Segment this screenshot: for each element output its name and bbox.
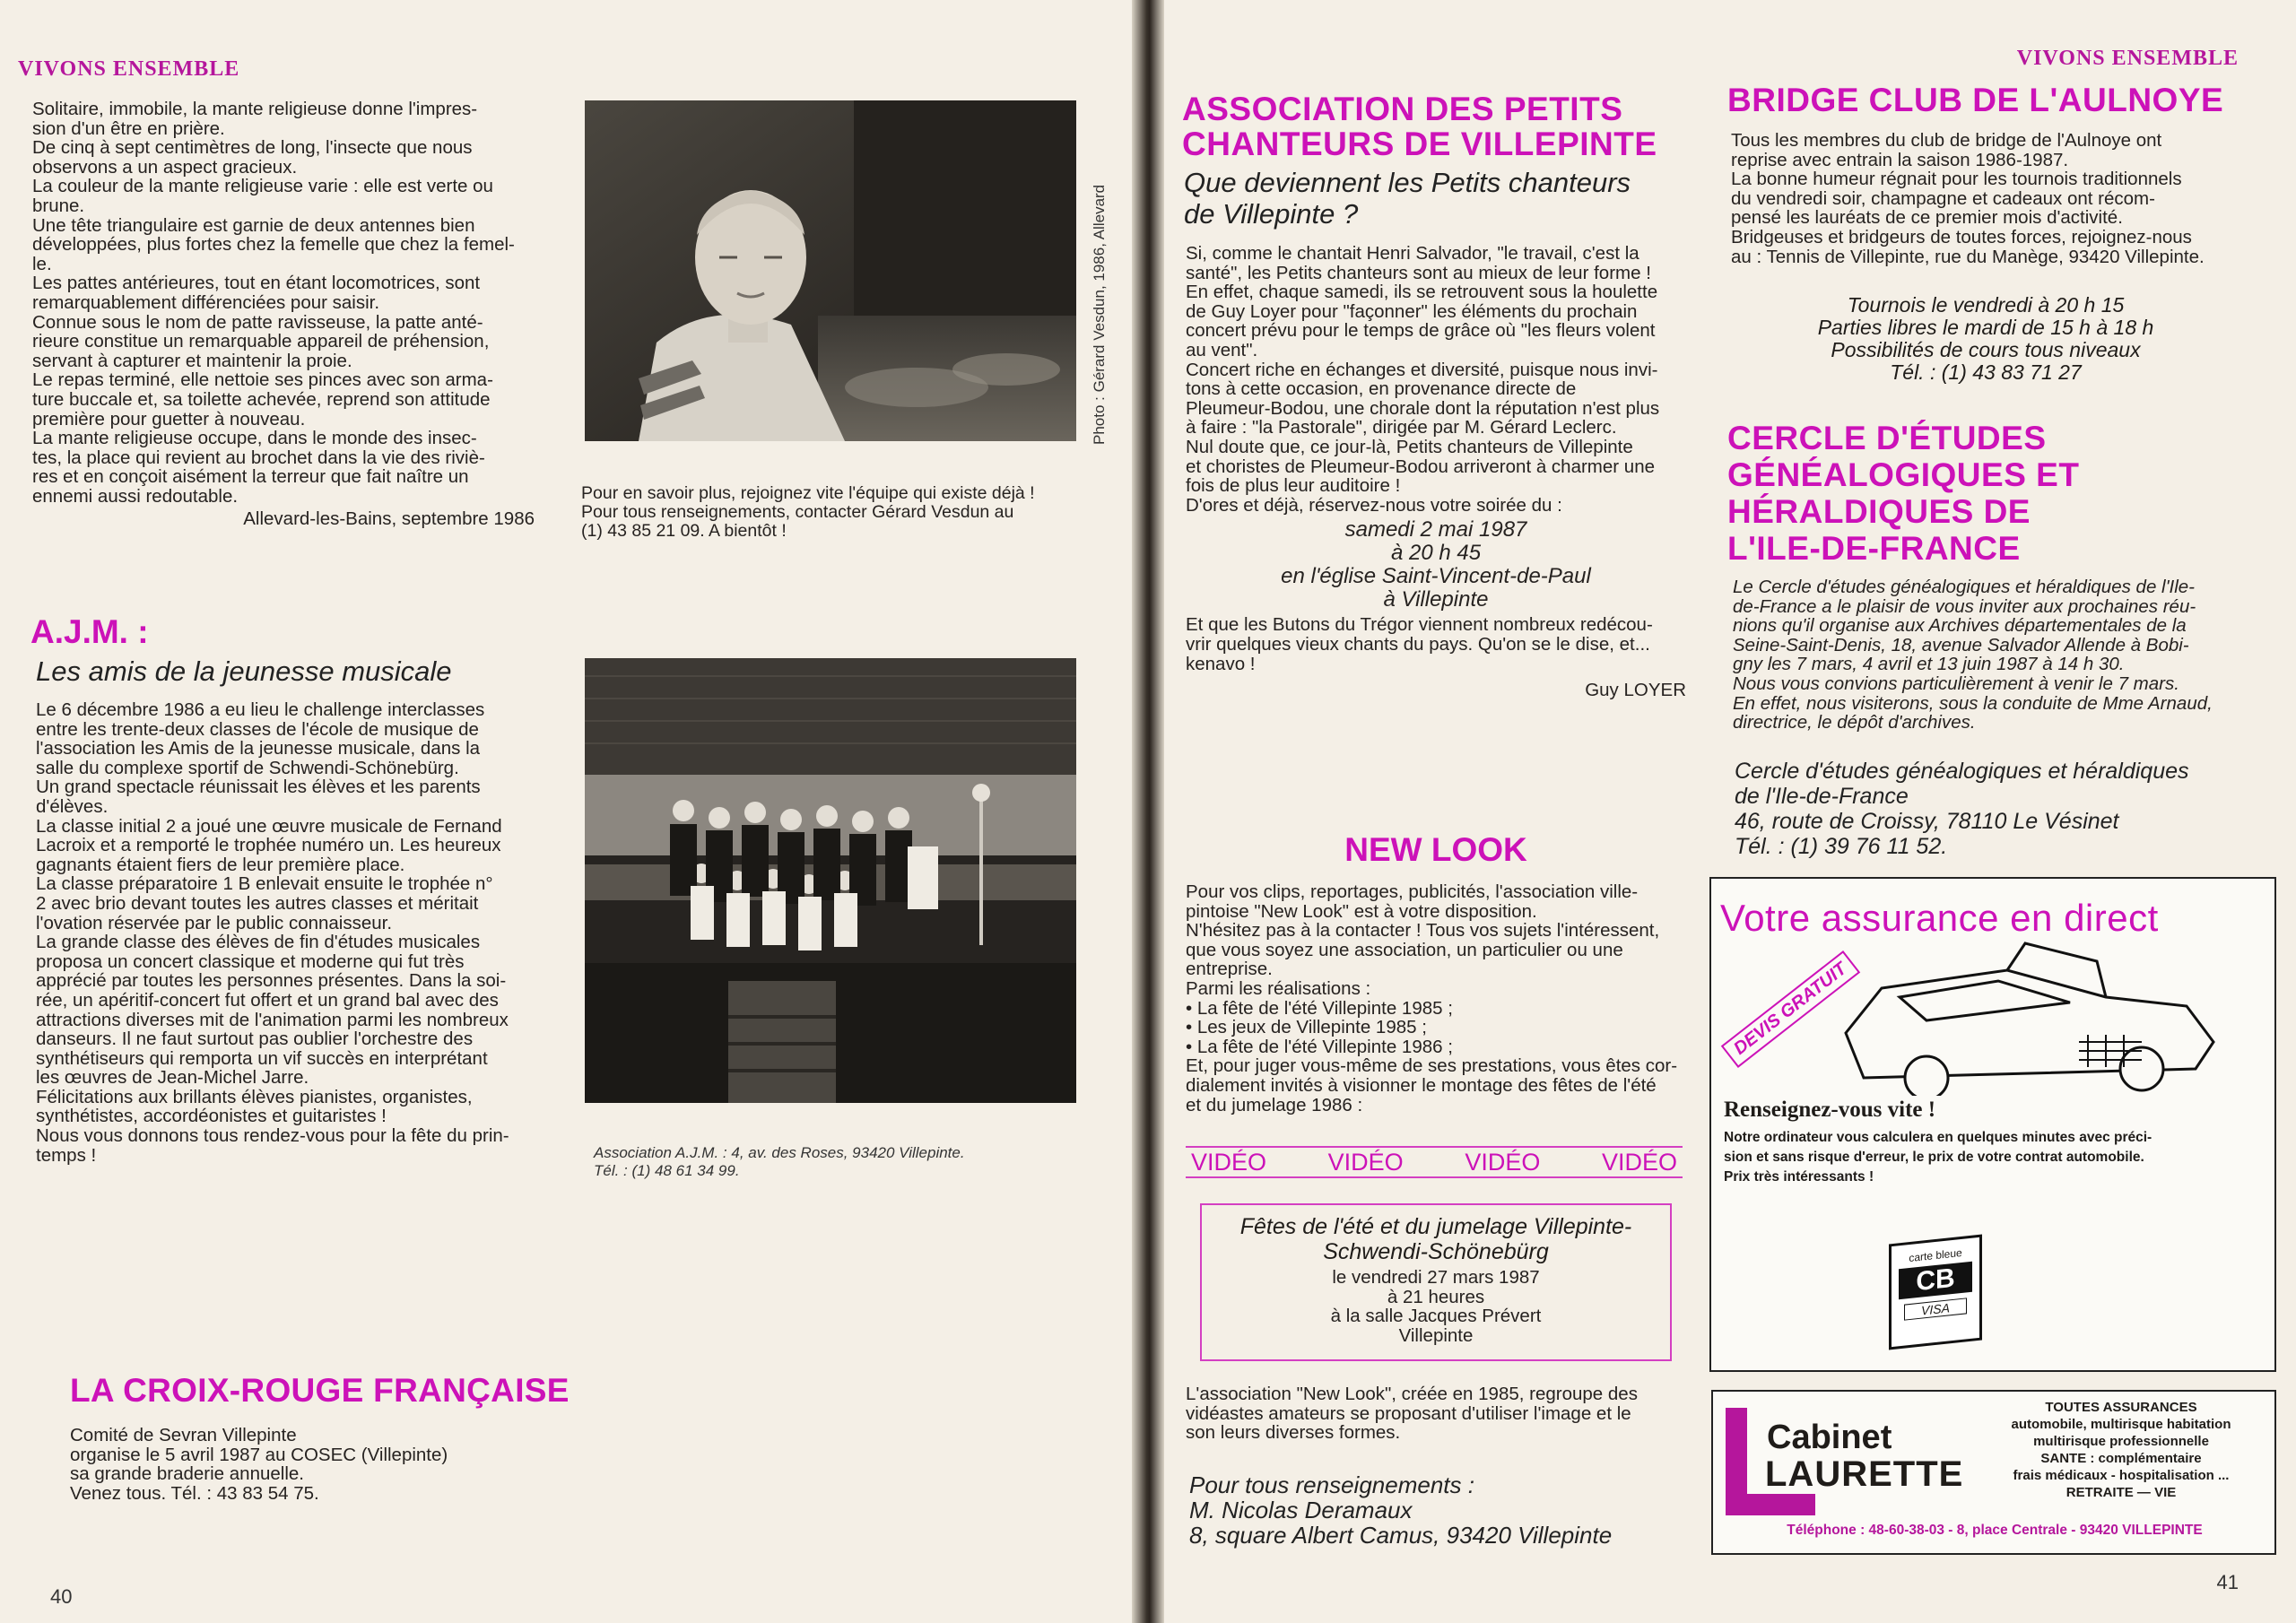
- cercle-title: [1727, 420, 2079, 567]
- text-line: et choristes de Pleumeur-Bodou arriveront à charmer une: [1186, 456, 1656, 477]
- title-line: HÉRALDIQUES DE: [1727, 493, 2031, 530]
- cercle-article: [1733, 577, 2248, 733]
- text-line: Le repas terminé, elle nettoie ses pinces avec son arma-: [32, 369, 493, 391]
- ad-headline: Votre assurance en direct: [1720, 897, 2159, 939]
- text-line: En effet, nous visiterons, sous la conduite de Mme Arnaud,: [1733, 692, 2213, 714]
- mante-article: [32, 100, 535, 529]
- text-line: directrice, le dépôt d'archives.: [1733, 712, 1976, 733]
- bridge-title: BRIDGE CLUB DE L'AULNOYE: [1727, 82, 2224, 118]
- ajm-title: A.J.M. :: [30, 613, 149, 650]
- services-list: [1973, 1399, 2269, 1501]
- ad-body: [1724, 1128, 2152, 1187]
- chanteurs-title: ASSOCIATION DES PETITS CHANTEURS DE VILLEPINTE: [1182, 91, 1657, 162]
- text-line: entre les trente-deux classes de l'école de musique de: [36, 718, 479, 740]
- text-line: Nous vous donnons tous rendez-vous pour la fête du prin-: [36, 1125, 509, 1147]
- text-line: que vous soyez une association, un particulier ou une: [1186, 939, 1623, 960]
- text-line: La grande classe des élèves de fin d'études musicales: [36, 932, 481, 953]
- text-line: à Villepinte: [1383, 587, 1489, 612]
- photo-concert: [585, 658, 1076, 1103]
- ajm-subtitle: Les amis de la jeunesse musicale: [36, 655, 452, 687]
- text-line: Parties libres le mardi de 15 h à 18 h: [1817, 316, 2154, 339]
- text-line: • La fête de l'été Villepinte 1986 ;: [1186, 1036, 1453, 1057]
- chanteurs-signature: Guy LOYER: [1585, 680, 1686, 701]
- text-line: Association A.J.M. : 4, av. des Roses, 93420 Villepinte.: [594, 1144, 965, 1161]
- text-line: Cercle d'études généalogiques et héraldiques: [1735, 759, 2189, 784]
- text-line: son leurs diverses formes.: [1186, 1422, 1401, 1444]
- text-line: Si, comme le chantait Henri Salvador, "le travail, c'est la: [1186, 243, 1639, 264]
- text-line: SANTE : complémentaire: [2040, 1451, 2202, 1466]
- text-line: Villepinte: [1398, 1324, 1474, 1346]
- text-line: santé", les Petits chanteurs sont au mieux de leur forme !: [1186, 262, 1651, 283]
- text-line: entreprise.: [1186, 959, 1273, 980]
- text-line: Le Cercle d'études généalogiques et héraldiques de l'Ile-: [1733, 577, 2195, 597]
- text-line: du vendredi soir, champagne et cadeaux ont récom-: [1731, 187, 2155, 209]
- text-line: samedi 2 mai 1987: [1344, 517, 1527, 542]
- cercle-contact: [1735, 759, 2189, 859]
- text-line: Les pattes antérieures, tout en étant locomotrices, sont: [32, 273, 481, 294]
- text-line: et du jumelage 1986 :: [1186, 1094, 1363, 1115]
- text-line: reprise avec entrain la saison 1986-1987.: [1731, 149, 2069, 170]
- text-line: La bonne humeur régnait pour les tournois traditionnels: [1731, 169, 2182, 190]
- text-line: Nous vous convions particulièrement à venir le 7 mars.: [1733, 673, 2179, 694]
- text-line: Une tête triangulaire est garnie de deux antennes bien: [32, 214, 475, 236]
- text-line: en l'église Saint-Vincent-de-Paul: [1281, 564, 1591, 589]
- text-line: ennemi aussi redoutable.: [32, 485, 239, 507]
- text-line: Pleumeur-Bodou, une chorale dont la réputation n'est plus: [1186, 397, 1660, 419]
- text-line: Venez tous. Tél. : 43 83 54 75.: [70, 1482, 319, 1504]
- text-line: Lacroix et a remporté le trophée numéro un. Les heureux: [36, 835, 501, 856]
- photo-credit: Photo : Gérard Vesdun, 1986, Allevard: [1091, 184, 1108, 445]
- text-line: RETRAITE — VIE: [2066, 1485, 2177, 1500]
- text-line: frais médicaux - hospitalisation ...: [2013, 1468, 2230, 1483]
- text-line: observons a un aspect gracieux.: [32, 156, 298, 178]
- text-line: première pour guetter à nouveau.: [32, 408, 306, 430]
- text-line: sion et sans risque d'erreur, le prix de votre contrat automobile.: [1724, 1150, 2144, 1165]
- text-line: Parmi les réalisations :: [1186, 977, 1371, 999]
- text-line: Félicitations aux brillants élèves pianistes, organistes,: [36, 1086, 473, 1107]
- text-line: Un grand spectacle réunissait les élèves et les parents: [36, 777, 481, 798]
- title-line: CERCLE D'ÉTUDES: [1727, 420, 2047, 456]
- text-line: à 21 heures: [1387, 1286, 1485, 1307]
- text-line: L'association "New Look", créée en 1985, regroupe des: [1186, 1384, 1638, 1404]
- text-line: N'hésitez pas à la contacter ! Tous vos sujets l'intéressent,: [1186, 920, 1660, 942]
- text-line: Pour tous renseignements, contacter Gérard Vesdun au: [581, 502, 1014, 522]
- text-line: Et que les Butons du Trégor viennent nombreux redécou-: [1186, 614, 1653, 636]
- text-line: d'élèves.: [36, 795, 109, 817]
- text-line: Tous les membres du club de bridge de l'Aulnoye ont: [1731, 130, 2162, 151]
- croix-rouge-article: [70, 1426, 572, 1503]
- text-line: Possibilités de cours tous niveaux: [1831, 338, 2141, 361]
- text-line: Tél. : (1) 43 83 71 27: [1890, 360, 2082, 384]
- text-line: dialement invités à visionner le montage des fêtes de l'été: [1186, 1074, 1657, 1096]
- text-line: kenavo !: [1186, 653, 1256, 674]
- text-line: D'ores et déjà, réservez-nous votre soirée du :: [1186, 494, 1562, 516]
- text-line: sion d'un être en prière.: [32, 117, 225, 139]
- text-line: Bridgeuses et bridgeurs de toutes forces, rejoignez-nous: [1731, 226, 2192, 247]
- text-line: Comité de Sevran Villepinte: [70, 1425, 297, 1445]
- text-line: synthétistes, accordéonistes et guitaristes !: [36, 1106, 387, 1127]
- text-line: attractions diverses mit de l'animation parmi les nombreux: [36, 1009, 509, 1030]
- title-line: L'ILE-DE-FRANCE: [1727, 530, 2021, 567]
- title-line: GÉNÉALOGIQUES ET: [1727, 456, 2080, 493]
- text-line: temps !: [36, 1144, 97, 1166]
- text-line: De cinq à sept centimètres de long, l'insecte que nous: [32, 137, 473, 159]
- text-line: rée, un apéritif-concert fut offert et un grand bal avec des: [36, 989, 499, 1011]
- text-line: Prix très intéressants !: [1724, 1169, 1874, 1185]
- text-line: servant à capturer et maintenir la proie.: [32, 350, 352, 371]
- text-line: ture buccale et, sa toilette achevée, reprend son attitude: [32, 388, 491, 410]
- text-line: Concert riche en échanges et diversité, puisque nous invi-: [1186, 359, 1658, 380]
- text-line: pintoise "New Look" est à votre disposition.: [1186, 900, 1537, 922]
- insurance-ad: [1709, 877, 2276, 1372]
- text-line: gagnants étaient fiers de leur première place.: [36, 854, 405, 875]
- text-line: M. Nicolas Deramaux: [1189, 1497, 1413, 1523]
- text-line: de l'Ile-de-France: [1735, 784, 1909, 809]
- ajm-article: [36, 700, 538, 1165]
- section-header: VIVONS ENSEMBLE: [18, 57, 240, 81]
- bridge-article: [1731, 131, 2240, 266]
- text-line: res et en conçoit aisément la terreur que fait naître un: [32, 466, 469, 488]
- text-line: nions qu'il organise aux Archives départementales de la: [1733, 615, 2187, 637]
- text-line: 2 avec brio devant toutes les autres classes et méritait: [36, 892, 479, 914]
- mante-signature: Allevard-les-Bains, septembre 1986: [243, 508, 535, 530]
- text-line: rieure constitue un remarquable appareil de préhension,: [32, 331, 490, 352]
- text-line: le vendredi 27 mars 1987: [1332, 1267, 1540, 1288]
- text-line: Tournois le vendredi à 20 h 15: [1847, 293, 2125, 317]
- text-line: La couleur de la mante religieuse varie : elle est verte ou: [32, 176, 493, 197]
- fete-event-box: [1200, 1203, 1672, 1361]
- page-number-left: 40: [50, 1585, 73, 1608]
- fete-title: Fêtes de l'été et du jumelage Villepinte- Schwendi-Schönebürg: [1239, 1214, 1632, 1264]
- cabinet-phone: Téléphone : 48-60-38-03 - 8, place Centrale - 93420 VILLEPINTE: [1787, 1523, 2203, 1538]
- text-line: 8, square Albert Camus, 93420 Villepinte: [1189, 1522, 1613, 1549]
- newlook-end: [1186, 1384, 1686, 1443]
- text-line: tes, la place qui revient au brochet dans la vie des riviè-: [32, 447, 485, 468]
- text-line: 46, route de Croissy, 78110 Le Vésinet: [1735, 809, 2119, 834]
- photo-portrait: [585, 100, 1076, 441]
- text-line: Nul doute que, ce jour-là, Petits chanteurs de Villepinte: [1186, 436, 1633, 457]
- text-line: développées, plus fortes chez la femelle que chez la femel-: [32, 234, 515, 256]
- text-line: remarquablement différenciées pour saisir.: [32, 291, 380, 313]
- text-line: apprécié par toutes les personnes présentes. Dans la soi-: [36, 970, 507, 992]
- text-line: vidéastes amateurs se proposant d'utiliser l'image et le: [1186, 1402, 1631, 1424]
- cabinet-label: Cabinet: [1767, 1419, 1892, 1456]
- text-line: Tél. : (1) 48 61 34 99.: [594, 1162, 740, 1179]
- laurette-label: LAURETTE: [1765, 1454, 1964, 1494]
- text-line: tons à cette occasion, en provenance directe de: [1186, 378, 1577, 400]
- text-line: TOUTES ASSURANCES: [2045, 1400, 2197, 1415]
- video-banner: VIDÉO VIDÉO VIDÉO VIDÉO: [1186, 1146, 1683, 1178]
- photo-concert-caption: [594, 1144, 965, 1180]
- text-line: brune.: [32, 195, 85, 216]
- left-page: [0, 0, 1132, 1623]
- text-line: Pour vos clips, reportages, publicités, l'association ville-: [1186, 881, 1639, 902]
- text-line: Solitaire, immobile, la mante religieuse donne l'impres-: [32, 99, 478, 119]
- text-line: synthétiseurs qui remporta un vif succès en interprétant: [36, 1047, 488, 1069]
- text-line: pensé les lauréats de ce premier mois d'activité.: [1731, 207, 2123, 229]
- text-line: La mante religieuse occupe, dans le monde des insec-: [32, 428, 477, 449]
- text-line: organise le 5 avril 1987 au COSEC (Villepinte): [70, 1444, 448, 1465]
- text-line: les œuvres de Jean-Michel Jarre.: [36, 1067, 309, 1089]
- text-line: Tél. : (1) 39 76 11 52.: [1735, 834, 1948, 859]
- text-line: • Les jeux de Villepinte 1985 ;: [1186, 1017, 1427, 1038]
- chanteurs-subtitle: Que deviennent les Petits chanteurs de Villepinte ?: [1184, 167, 1631, 230]
- text-line: Connue sous le nom de patte ravisseuse, la patte anté-: [32, 311, 483, 333]
- text-line: à la salle Jacques Prévert: [1330, 1306, 1542, 1327]
- right-page: [1164, 0, 2296, 1623]
- text-line: La classe initial 2 a joué une œuvre musicale de Fernand: [36, 815, 502, 837]
- spine-gutter: [1132, 0, 1164, 1623]
- text-line: l'ovation réservée par le public connaisseur.: [36, 912, 393, 933]
- newlook-article: [1186, 882, 1686, 1115]
- text-line: (1) 43 85 21 09. A bientôt !: [581, 521, 787, 541]
- section-header: VIVONS ENSEMBLE: [2016, 47, 2239, 70]
- text-line: Et, pour juger vous-même de ses prestations, vous êtes cor-: [1186, 1055, 1678, 1077]
- text-line: de-France a le plaisir de vous inviter aux prochaines réu-: [1733, 595, 2196, 617]
- page-number-right: 41: [2216, 1571, 2239, 1593]
- photo-caption: [581, 484, 1119, 541]
- text-line: à 20 h 45: [1390, 541, 1482, 566]
- text-line: Seine-Saint-Denis, 18, avenue Salvador Allende à Bobi-: [1733, 634, 2189, 655]
- text-line: multirisque professionnelle: [2033, 1434, 2209, 1449]
- text-line: En effet, chaque samedi, ils se retrouvent sous la houlette: [1186, 282, 1658, 303]
- text-line: gny les 7 mars, 4 avril et 13 juin 1987 à 14 h 30.: [1733, 654, 2125, 675]
- text-line: concert prévu pour le temps de grâce où "les fleurs volent: [1186, 320, 1656, 342]
- devis-stamp: DEVIS GRATUIT: [1721, 950, 1860, 1068]
- text-line: salle du complexe sportif de Schwendi-Schönebürg.: [36, 757, 459, 778]
- ad-subheadline: Renseignez-vous vite !: [1724, 1098, 1936, 1122]
- text-line: Notre ordinateur vous calculera en quelques minutes avec préci-: [1724, 1130, 2152, 1145]
- cabinet-laurette-ad: [1711, 1390, 2276, 1555]
- text-line: vrir quelques vieux chants du pays. Qu'on se le dise, et...: [1186, 633, 1650, 655]
- newlook-contact: [1189, 1472, 1612, 1548]
- bridge-schedule: [1731, 294, 2240, 384]
- text-line: Pour en savoir plus, rejoignez vite l'équipe qui existe déjà !: [581, 483, 1035, 503]
- text-line: le.: [32, 253, 52, 274]
- text-line: Pour tous renseignements :: [1189, 1471, 1474, 1498]
- card-sign: carte bleue CB VISA: [1889, 1235, 1982, 1350]
- newlook-title: NEW LOOK: [1344, 831, 1527, 868]
- text-line: La classe préparatoire 1 B enlevait ensuite le trophée n°: [36, 873, 493, 895]
- text-line: de Guy Loyer pour "façonner" les éléments du prochain: [1186, 300, 1638, 322]
- text-line: danseurs. Il ne faut surtout pas oublier l'orchestre des: [36, 1028, 474, 1050]
- text-line: sa grande braderie annuelle.: [70, 1463, 304, 1485]
- text-line: • La fête de l'été Villepinte 1985 ;: [1186, 997, 1453, 1019]
- text-line: fois de plus leur auditoire !: [1186, 475, 1401, 497]
- text-line: Le 6 décembre 1986 a eu lieu le challenge interclasses: [36, 699, 485, 720]
- text-line: au vent".: [1186, 339, 1258, 360]
- text-line: automobile, multirisque habitation: [2011, 1417, 2231, 1432]
- text-line: l'association les Amis de la jeunesse musicale, dans la: [36, 738, 481, 759]
- text-line: proposa un concert classique et moderne qui fut très: [36, 950, 465, 972]
- croix-rouge-title: LA CROIX-ROUGE FRANÇAISE: [70, 1372, 570, 1409]
- text-line: à faire : "la Pastorale", dirigée par M. Gérard Leclerc.: [1186, 417, 1617, 438]
- text-line: au : Tennis de Villepinte, rue du Manège, 93420 Villepinte.: [1731, 246, 2205, 267]
- chanteurs-article: [1186, 244, 1686, 700]
